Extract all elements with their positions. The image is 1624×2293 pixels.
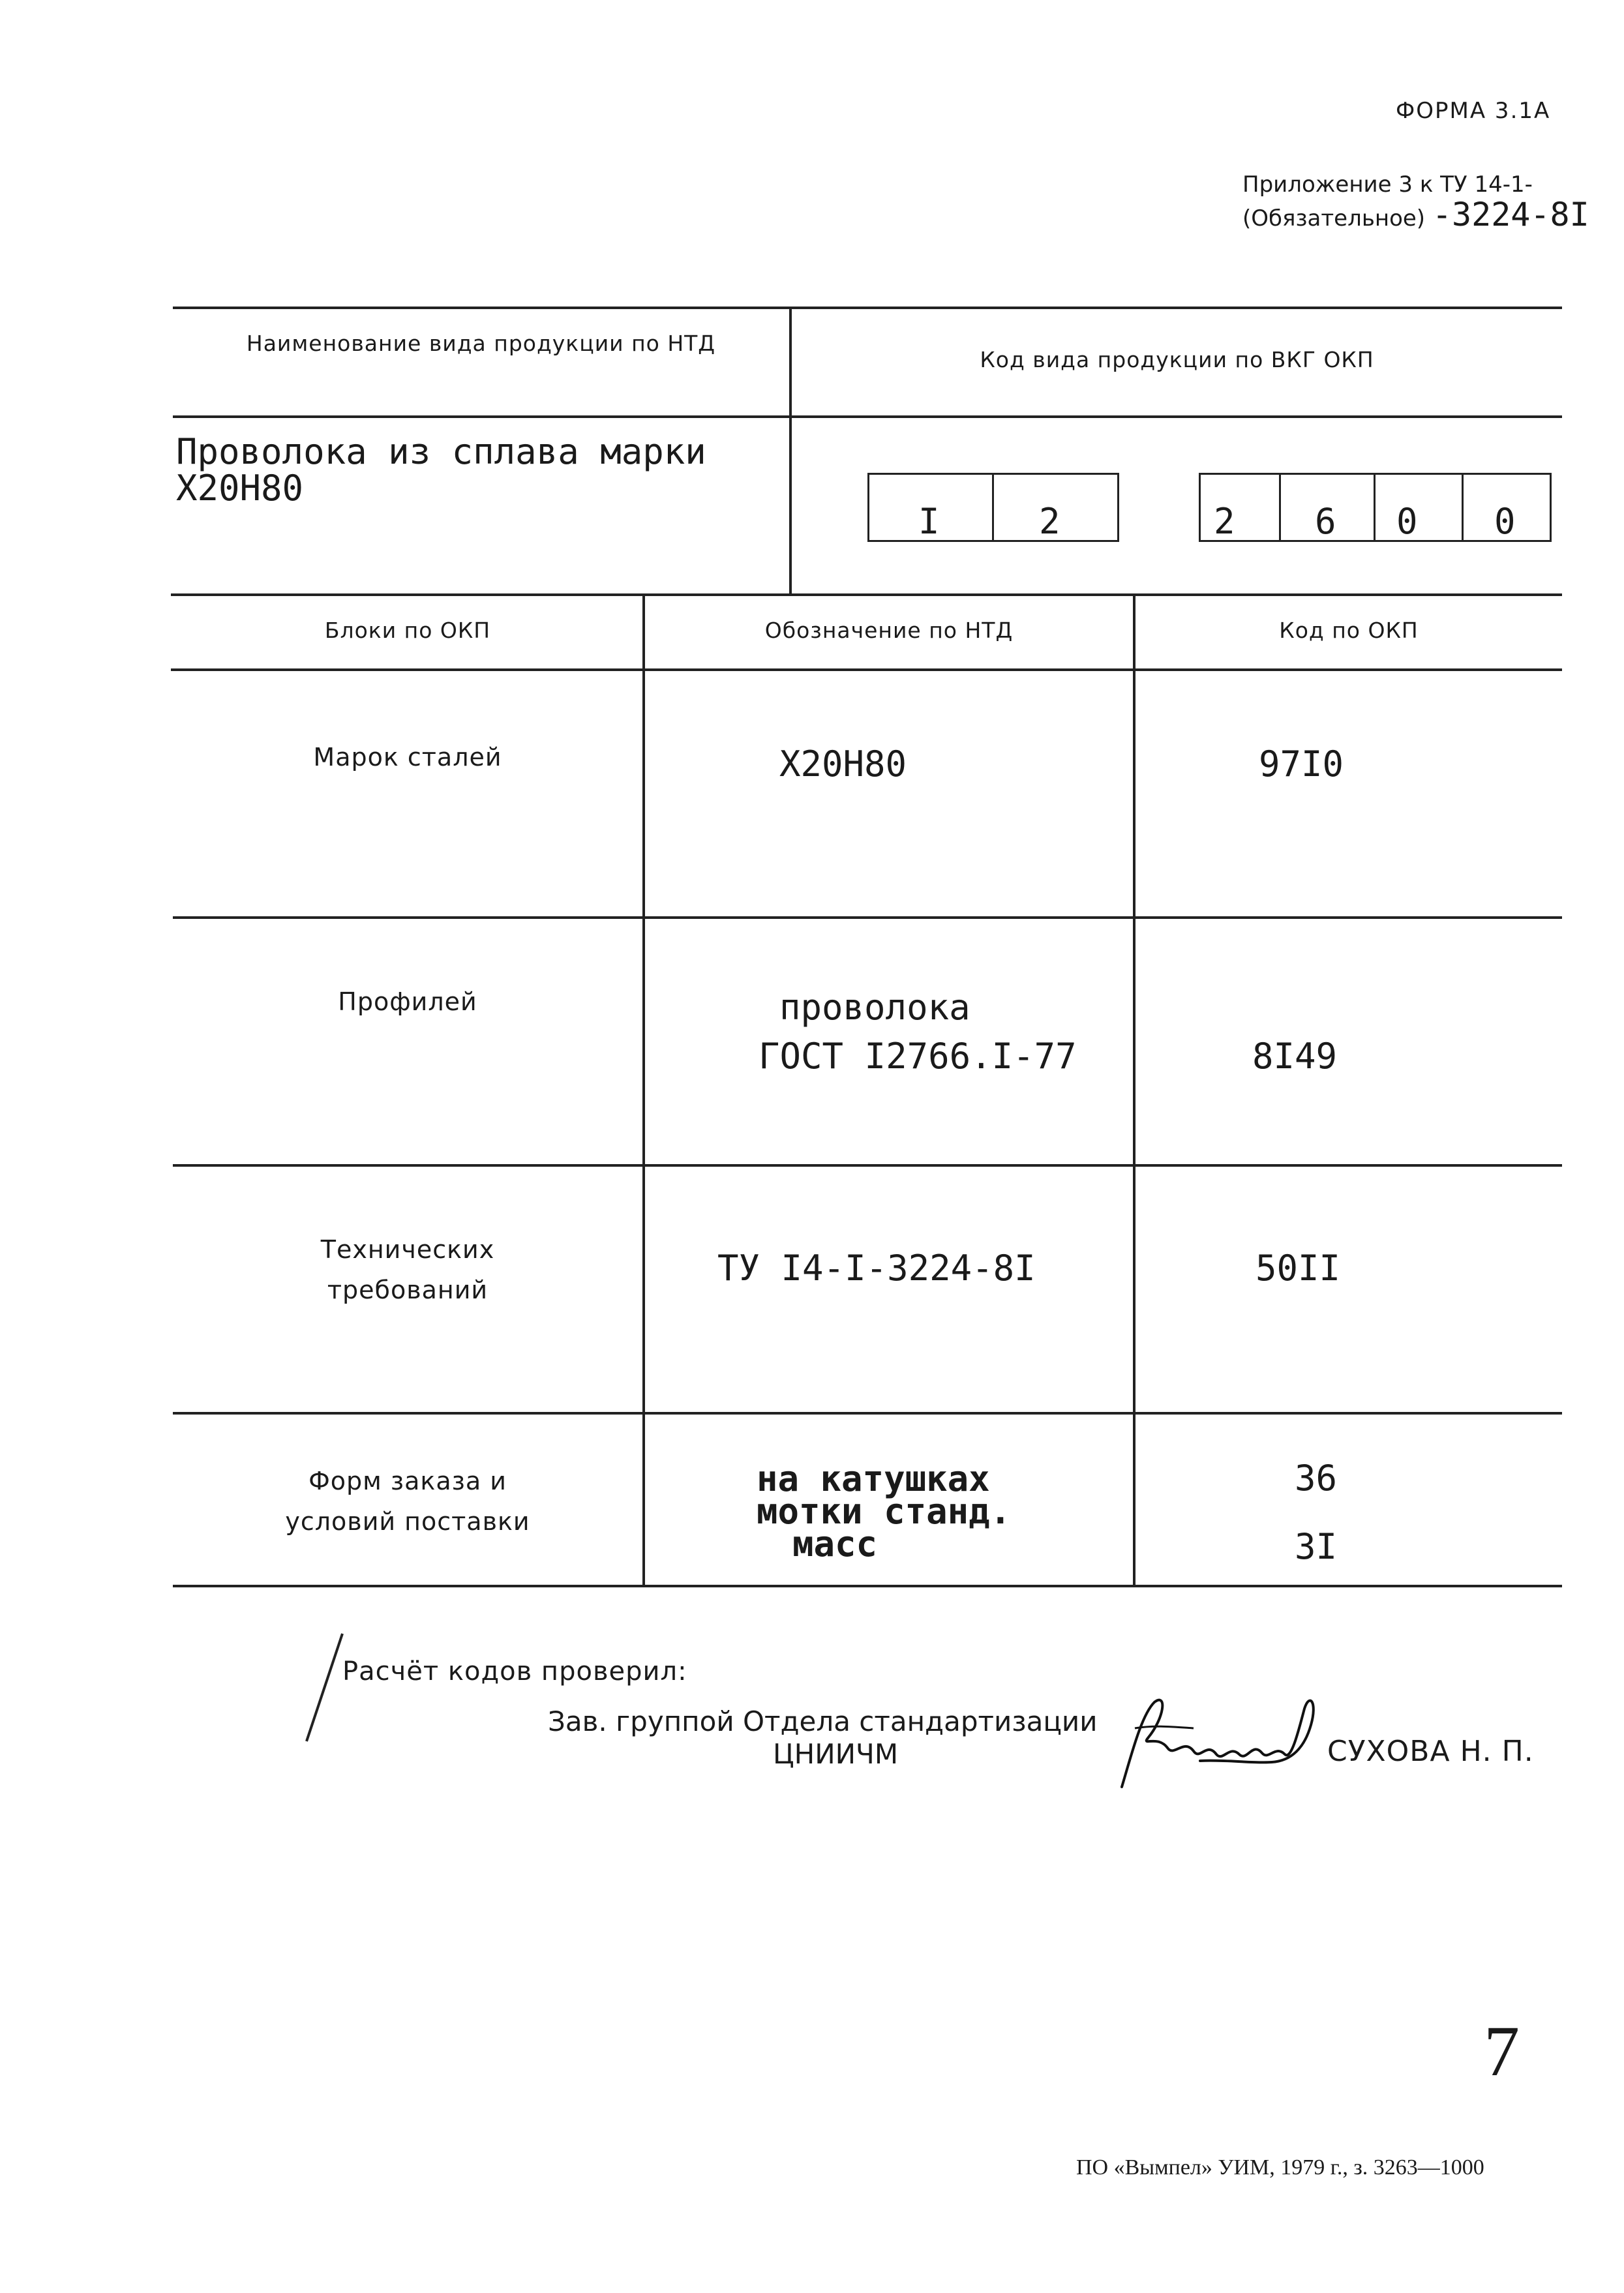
column-divider-2 [1133, 595, 1135, 1586]
subheader-okp-code: Код по ОКП [1279, 618, 1419, 643]
appendix-line-2: (Обязательное) [1242, 205, 1426, 232]
row-3-block-line-2: требований [327, 1276, 489, 1304]
code-digit: 0 [1396, 501, 1418, 542]
product-divider [171, 593, 1562, 596]
check-slash-mark [297, 1630, 349, 1748]
form-label: ФОРМА 3.1А [1396, 98, 1551, 124]
row-1-designation: Х20Н80 [779, 743, 907, 785]
row-4-designation-line-1: на катушках [757, 1458, 990, 1499]
code-digit: I [918, 501, 940, 542]
column-divider-1 [642, 595, 645, 1586]
code-digit: 2 [1214, 501, 1235, 542]
tu-number: -3224-8I [1432, 196, 1589, 233]
row-4-designation-line-3: масс [792, 1523, 878, 1565]
checked-label: Расчёт кодов проверил: [342, 1656, 687, 1686]
handwritten-signature [1096, 1689, 1331, 1806]
row-1-block: Марок сталей [313, 743, 502, 772]
code-box-1 [867, 473, 1119, 542]
row-2-designation-line-1: проволока [779, 987, 970, 1028]
table-bottom-border [173, 1585, 1562, 1587]
subheader-blocks: Блоки по ОКП [324, 618, 491, 643]
table-top-border [173, 307, 1562, 309]
subheader-designation: Обозначение по НТД [764, 618, 1014, 643]
row-2-code: 8I49 [1252, 1036, 1338, 1077]
subheader-divider [171, 668, 1562, 671]
code-digit: 0 [1494, 501, 1516, 542]
code-box-2 [1199, 473, 1552, 542]
row-3-block-line-1: Технических [320, 1235, 495, 1264]
row-divider-3 [173, 1412, 1562, 1415]
row-3-designation: ТУ I4-I-3224-8I [717, 1248, 1036, 1289]
signer-name: СУХОВА Н. П. [1327, 1735, 1534, 1768]
row-4-block-line-2: условий поставки [285, 1507, 530, 1536]
appendix-line-1: Приложение 3 к ТУ 14-1- [1242, 172, 1533, 198]
printer-imprint: ПО «Вымпел» УИМ, 1979 г., з. 3263—1000 [1076, 2155, 1484, 2180]
row-4-block-line-1: Форм заказа и [308, 1467, 507, 1495]
signer-position: Зав. группой Отдела стандартизации [548, 1705, 1098, 1737]
row-4-code-line-1: 36 [1295, 1458, 1338, 1499]
code-digit: 6 [1315, 501, 1336, 542]
row-divider-2 [173, 1164, 1562, 1167]
appendix-note [1242, 170, 1589, 233]
col-code-header: Код вида продукции по ВКГ ОКП [980, 347, 1374, 372]
row-3-code: 50II [1256, 1248, 1341, 1289]
signer-organization: ЦНИИЧМ [773, 1738, 899, 1770]
row-2-designation-line-2: ГОСТ I2766.I-77 [759, 1036, 1077, 1077]
product-name: Проволока из сплава марки Х20Н80 [176, 431, 706, 509]
col-name-header: Наименование вида продукции по НТД [246, 331, 716, 356]
row-4-designation-line-2: мотки станд. [757, 1491, 1012, 1532]
header-divider [173, 415, 1562, 418]
row-divider-1 [173, 916, 1562, 919]
page-number: 7 [1484, 2011, 1520, 2091]
row-1-code: 97I0 [1259, 743, 1344, 785]
code-digit: 2 [1039, 501, 1060, 542]
row-4-code-line-2: 3I [1295, 1526, 1338, 1567]
row-2-block: Профилей [338, 987, 477, 1016]
